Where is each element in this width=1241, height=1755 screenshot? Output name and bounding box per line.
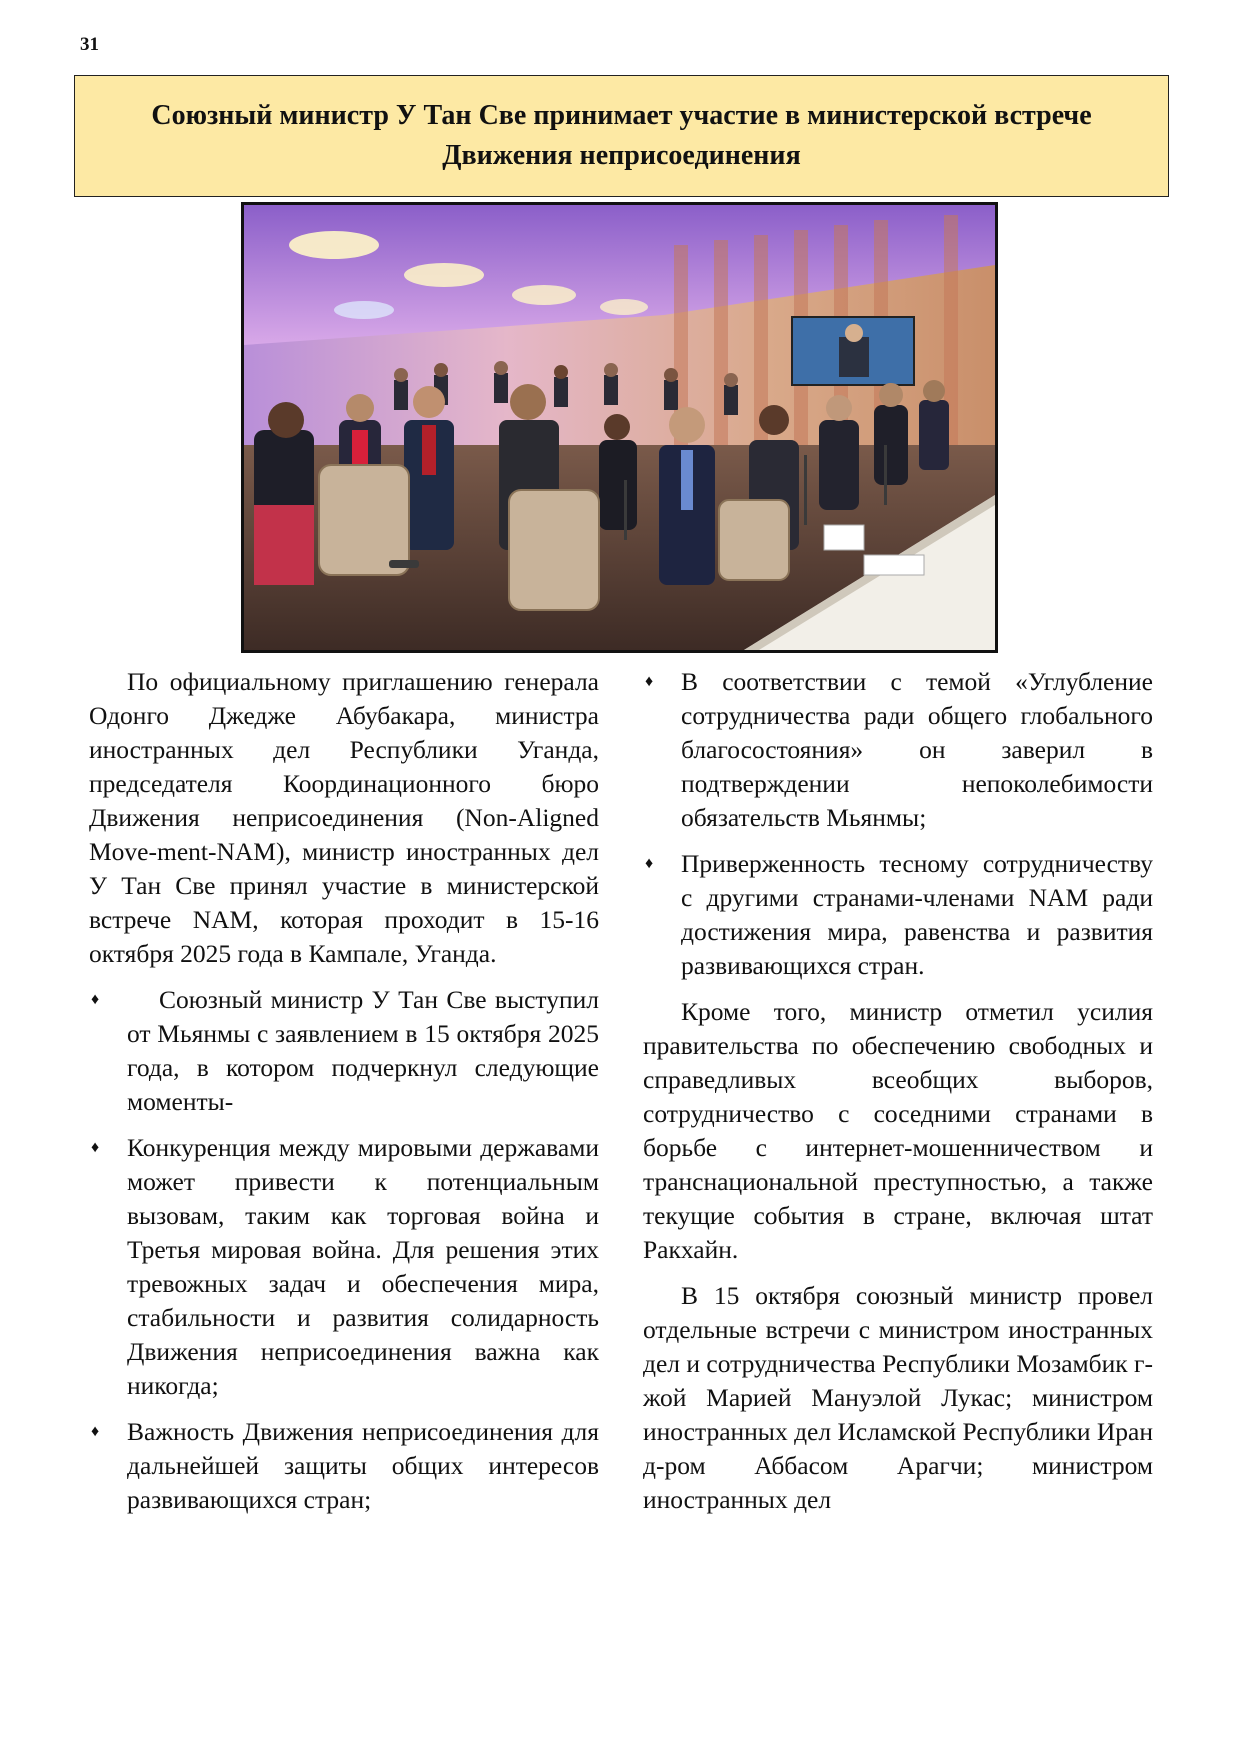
diamond-bullet-icon: ♦ [91,1423,100,1440]
bullet-item [89,1131,599,1403]
bullet-text: Конкуренция между мировыми державами может привести к потенциальным вызовам, таким как торговая война и Третья мировая война. Для решения этих тревожных задач и обеспечения мира, стабильности и развития солидарность Движения неприсоединения важна как никогда; [127,1133,599,1400]
conference-hall-illustration [244,205,995,650]
page-number: 31 [80,34,99,55]
diamond-bullet-icon: ♦ [91,1139,100,1156]
bullet-text: В соответствии с темой «Углубление сотрудничества ради общего глобального благосостояния» он заверил в подтверждении непоколебимости обязательств Мьянмы; [681,667,1153,832]
left-column [89,665,599,1517]
bullet-item [643,665,1153,835]
diamond-bullet-icon: ♦ [645,673,654,690]
article-title-line-1: Союзный министр У Тан Све принимает участие в министерской встрече [151,100,1092,131]
bullet-item [89,1415,599,1517]
bullet-text: Приверженность тесному сотрудничеству с другими странами-членами NAM ради достижения мира, равенства и развития развивающихся стран. [681,849,1153,980]
intro-paragraph: По официальному приглашению генерала Одонго Джедже Абубакара, министра иностранных дел Республики Уганда, председателя Координационного бюро Движения неприсоединения (Non-Aligned Move-ment-NAM), министр иностранных дел У Тан Све принял участие в министерской встрече NAM, которая проходит в 15-16 октября 2025 года в Кампале, Уганда. [89,667,599,968]
article-title-line-2: Движения неприсоединения [442,140,801,171]
diamond-bullet-icon: ♦ [645,855,654,872]
body-paragraph: Кроме того, министр отметил усилия правительства по обеспечению свободных и справедливых всеобщих выборов, сотрудничество с соседними странами в борьбе с интернет-мошенничеством и транснациональной преступностью, а также текущие события в стране, включая штат Ракхайн. [643,997,1153,1264]
body-paragraph: В 15 октября союзный министр провел отдельные встречи с министром иностранных дел и сотрудничества Республики Мозамбик г-жой Марией Мануэлой Лукас; министром иностранных дел Исламской Республики Иран д-ром Аббасом Арагчи; министром иностранных дел [643,1281,1154,1514]
diamond-bullet-icon: ♦ [91,991,100,1008]
bullet-text: Важность Движения неприсоединения для дальнейшей защиты общих интересов развивающихся стран; [127,1417,599,1514]
bullet-item [89,983,599,1119]
right-column [643,665,1153,1517]
article-title-box [74,75,1169,197]
meeting-photo [241,202,998,653]
bullet-item [643,847,1153,983]
bullet-text: Союзный министр У Тан Све выступил от Мьянмы с заявлением в 15 октября 2025 года, в котором подчеркнул следующие моменты- [127,985,599,1116]
